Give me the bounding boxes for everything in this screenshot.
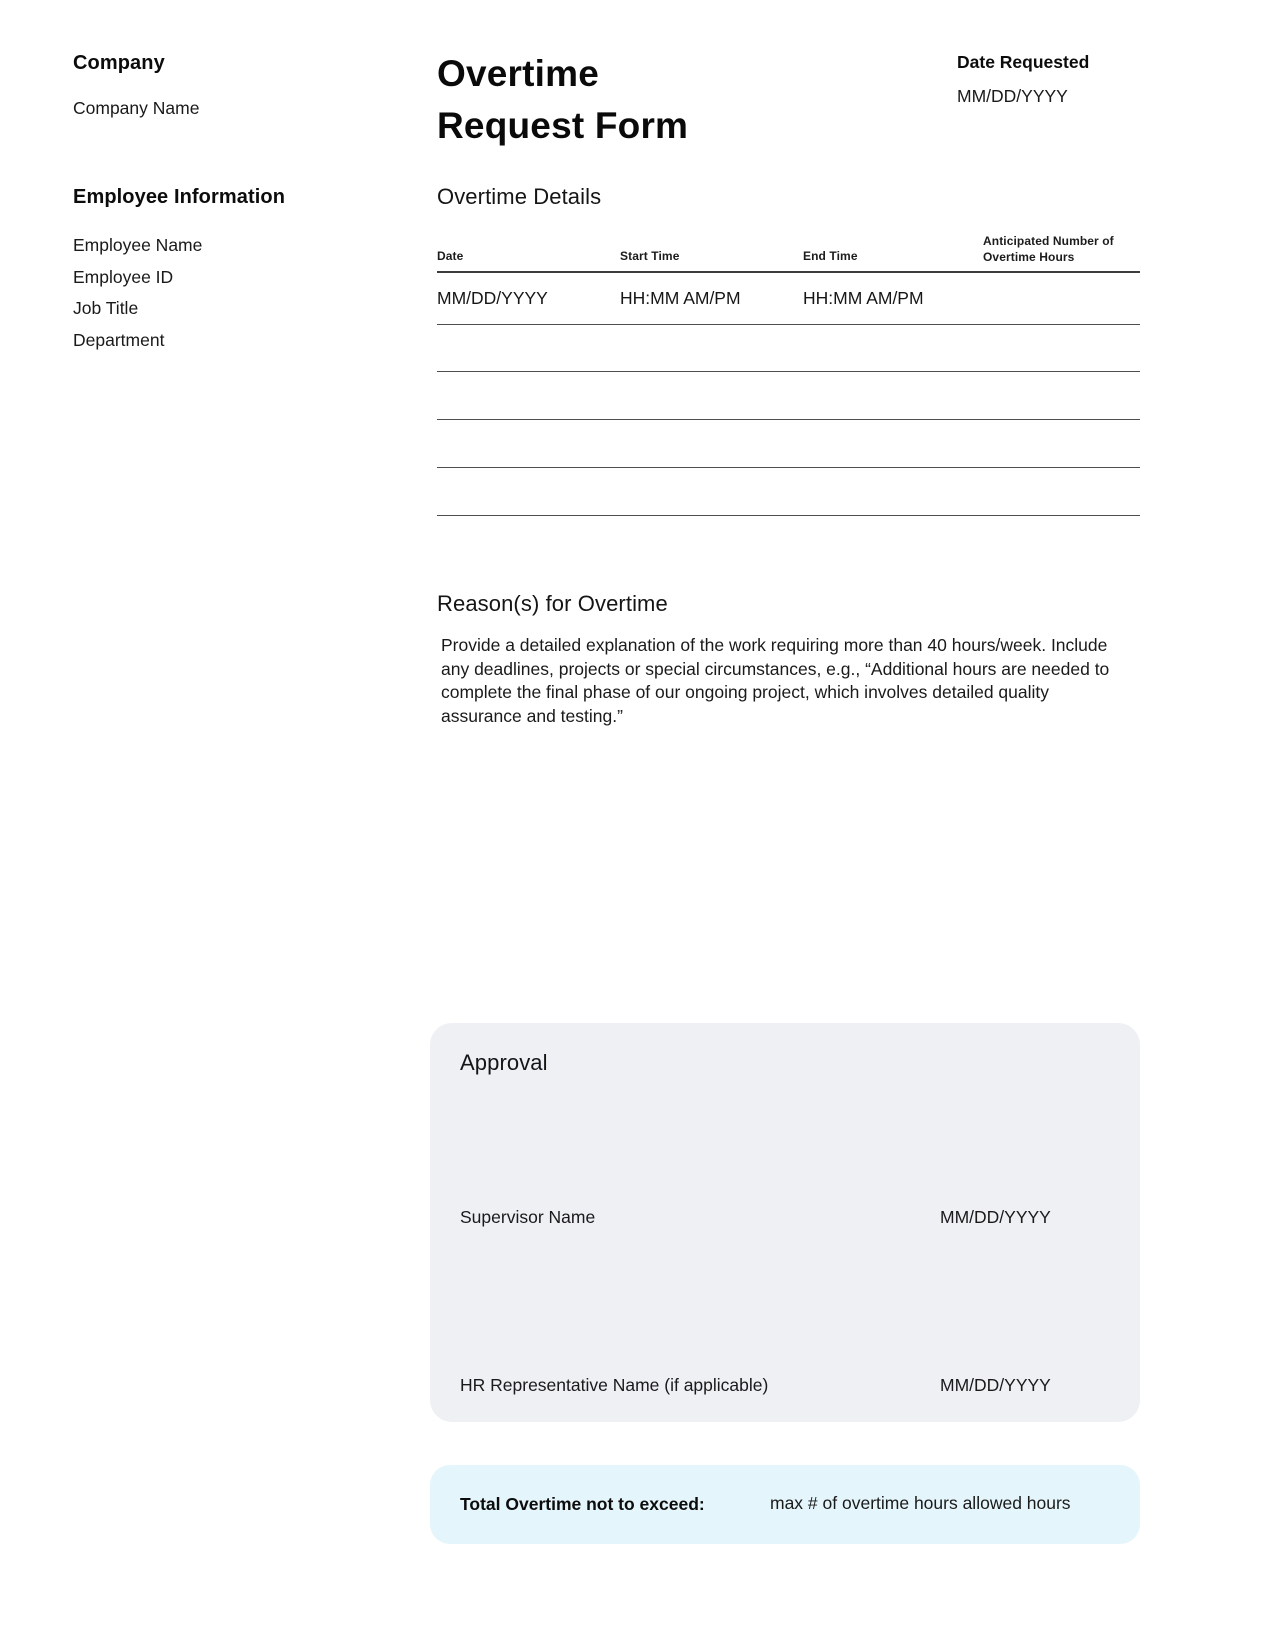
col-header-end-time: End Time [803, 249, 858, 263]
employee-name-field[interactable]: Employee Name [73, 235, 203, 255]
total-overtime-value[interactable]: max # of overtime hours allowed hours [770, 1493, 1071, 1513]
form-title [437, 48, 688, 152]
col-header-anticipated-hours: Anticipated Number of Overtime Hours [983, 234, 1114, 264]
supervisor-name-label[interactable]: Supervisor Name [460, 1207, 596, 1227]
table-row-line[interactable] [437, 419, 1140, 420]
company-name-field[interactable]: Company Name [73, 98, 200, 118]
job-title-field[interactable]: Job Title [73, 298, 139, 318]
table-row-line[interactable] [437, 515, 1140, 516]
table-row-line[interactable] [437, 467, 1140, 468]
approval-heading: Approval [460, 1050, 548, 1075]
col-header-date: Date [437, 249, 464, 263]
table-row-line[interactable] [437, 324, 1140, 325]
date-requested-field[interactable]: MM/DD/YYYY [957, 86, 1068, 106]
table-row-line[interactable] [437, 371, 1140, 372]
employee-info-fields [73, 230, 202, 356]
department-field[interactable]: Department [73, 329, 165, 350]
form-title-line1: Overtime [437, 53, 600, 94]
table-header-rule [437, 271, 1140, 273]
supervisor-date-field[interactable]: MM/DD/YYYY [940, 1207, 1051, 1227]
cell-end-time[interactable]: HH:MM AM/PM [803, 288, 924, 308]
reasons-heading: Reason(s) for Overtime [437, 591, 668, 616]
overtime-details-heading: Overtime Details [437, 184, 602, 209]
reasons-instructions[interactable]: Provide a detailed explanation of the work requiring more than 40 hours/week. Include any deadlines, projects or special circumstances, e.g., “Additional hours are needed to complete the final phase of our ongoing project, which involves detailed quality assurance and testing.” [441, 635, 1110, 727]
employee-id-field[interactable]: Employee ID [73, 266, 174, 287]
hr-date-field[interactable]: MM/DD/YYYY [940, 1375, 1051, 1395]
col-header-start-time: Start Time [620, 249, 680, 263]
cell-date[interactable]: MM/DD/YYYY [437, 288, 548, 308]
date-requested-label: Date Requested [957, 52, 1090, 72]
company-label: Company [73, 52, 165, 74]
hr-representative-label[interactable]: HR Representative Name (if applicable) [460, 1375, 769, 1395]
cell-start-time[interactable]: HH:MM AM/PM [620, 288, 741, 308]
form-title-line2: Request Form [437, 105, 689, 146]
employee-information-heading: Employee Information [73, 186, 286, 208]
total-overtime-label: Total Overtime not to exceed: [460, 1494, 705, 1514]
